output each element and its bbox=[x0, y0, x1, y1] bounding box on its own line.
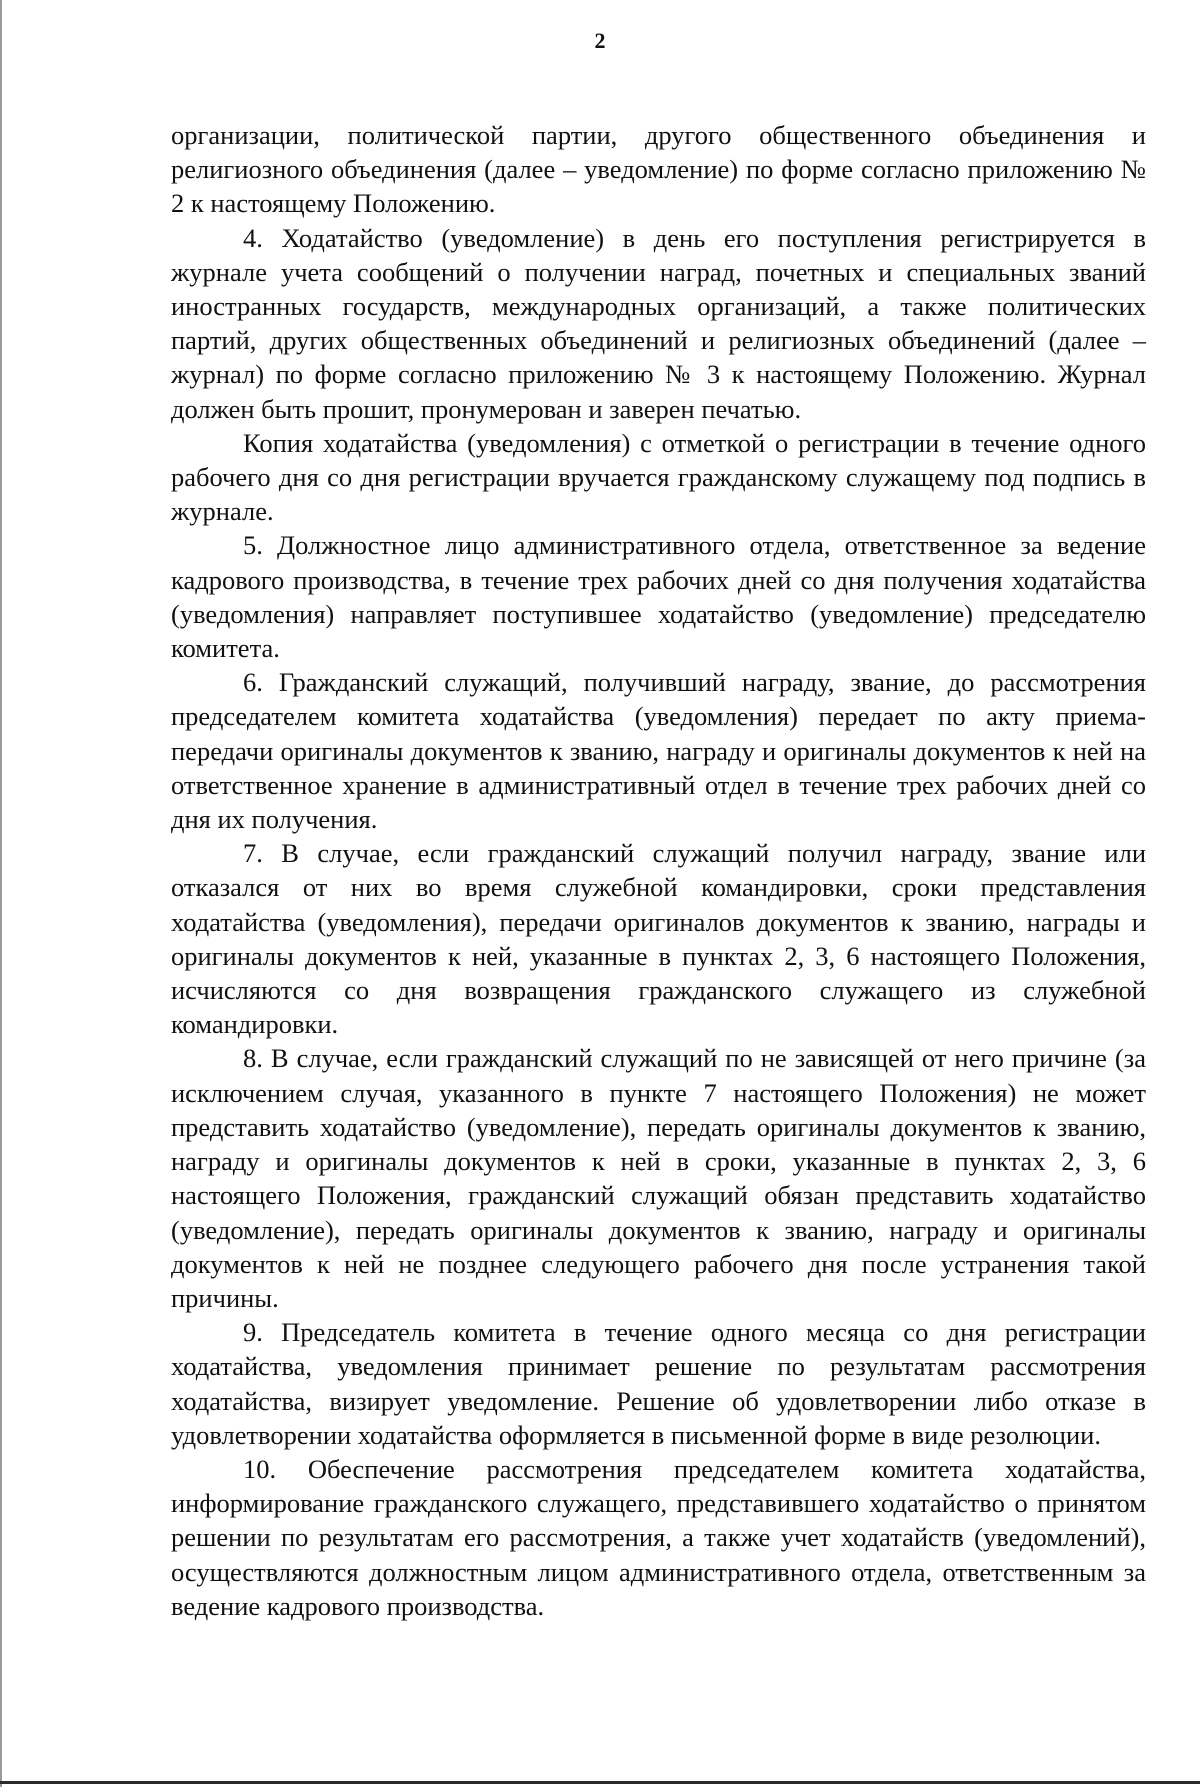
paragraph-copy-notice: Копия ходатайства (уведомления) с отметкой о регистрации в течение одного рабочего дня со дня регистрации вручается гражданскому служащему под подпись в журнале. bbox=[171, 427, 1146, 527]
paragraph-continuation: организации, политической партии, другого общественного объединения и религиозного объединения (далее – уведомление) по форме согласно приложению № 2 к настоящему Положению. bbox=[171, 120, 1146, 219]
scan-bottom-edge bbox=[0, 1781, 1200, 1784]
page-number: 2 bbox=[594, 28, 606, 53]
document-body bbox=[171, 118, 1146, 1623]
paragraph-item-9: 9. Председатель комитета в течение одного месяца со дня регистрации ходатайства, уведомления принимает решение по результатам рассмотрения ходатайства, визирует уведомление. Решение об удовлетворении либо отказе в удовлетворении ходатайства оформляется в письменной форме в виде резолюции. bbox=[171, 1317, 1146, 1450]
paragraph-item-7: 7. В случае, если гражданский служащий получил награду, звание или отказался от них во время служебной командировки, сроки представления ходатайства (уведомления), передачи оригиналов документов к званию, награды и оригиналы документов к ней, указанные в пунктах 2, 3, 6 настоящего Положения, исчисляются со дня возвращения гражданского служащего из служебной командировки. bbox=[171, 838, 1146, 1040]
scan-left-edge bbox=[0, 0, 2, 1787]
paragraph-item-5: 5. Должностное лицо административного отдела, ответственное за ведение кадрового производства, в течение трех рабочих дней со дня получения ходатайства (уведомления) направляет поступившее ходатайство (уведомление) председателю комитета. bbox=[171, 530, 1146, 664]
paragraph-item-4: 4. Ходатайство (уведомление) в день его поступления регистрируется в журнале учета сообщений о получении наград, почетных и специальных званий иностранных государств, международных организаций, а также политических партий, других общественных объединений и религиозных объединений (далее – журнал) по форме согласно приложению № 3 к настоящему Положению. Журнал должен быть прошит, пронумерован и заверен печатью. bbox=[171, 222, 1146, 424]
paragraph-item-10: 10. Обеспечение рассмотрения председателем комитета ходатайства, информирование гражданского служащего, представившего ходатайство о принятом решении по результатам его рассмотрения, а также учет ходатайств (уведомлений), осуществляются должностным лицом административного отдела, ответственным за ведение кадрового производства. bbox=[171, 1453, 1146, 1621]
paragraph-item-6: 6. Гражданский служащий, получивший награду, звание, до рассмотрения председателем комитета ходатайства (уведомления) передает по акту приема-передачи оригиналы документов к званию, награду и оригиналы документов к ней на ответственное хранение в административный отдел в течение трех рабочих дней со дня их получения. bbox=[171, 667, 1146, 835]
paragraph-item-8: 8. В случае, если гражданский служащий по не зависящей от него причине (за исключением случая, указанного в пункте 7 настоящего Положения) не может представить ходатайство (уведомление), передать оригиналы документов к званию, награду и оригиналы документов к ней в сроки, указанные в пунктах 2, 3, 6 настоящего Положения, гражданский служащий обязан представить ходатайство (уведомление), передать оригиналы документов к званию, награду и оригиналы документов к ней не позднее следующего рабочего дня после устранения такой причины. bbox=[171, 1043, 1146, 1313]
